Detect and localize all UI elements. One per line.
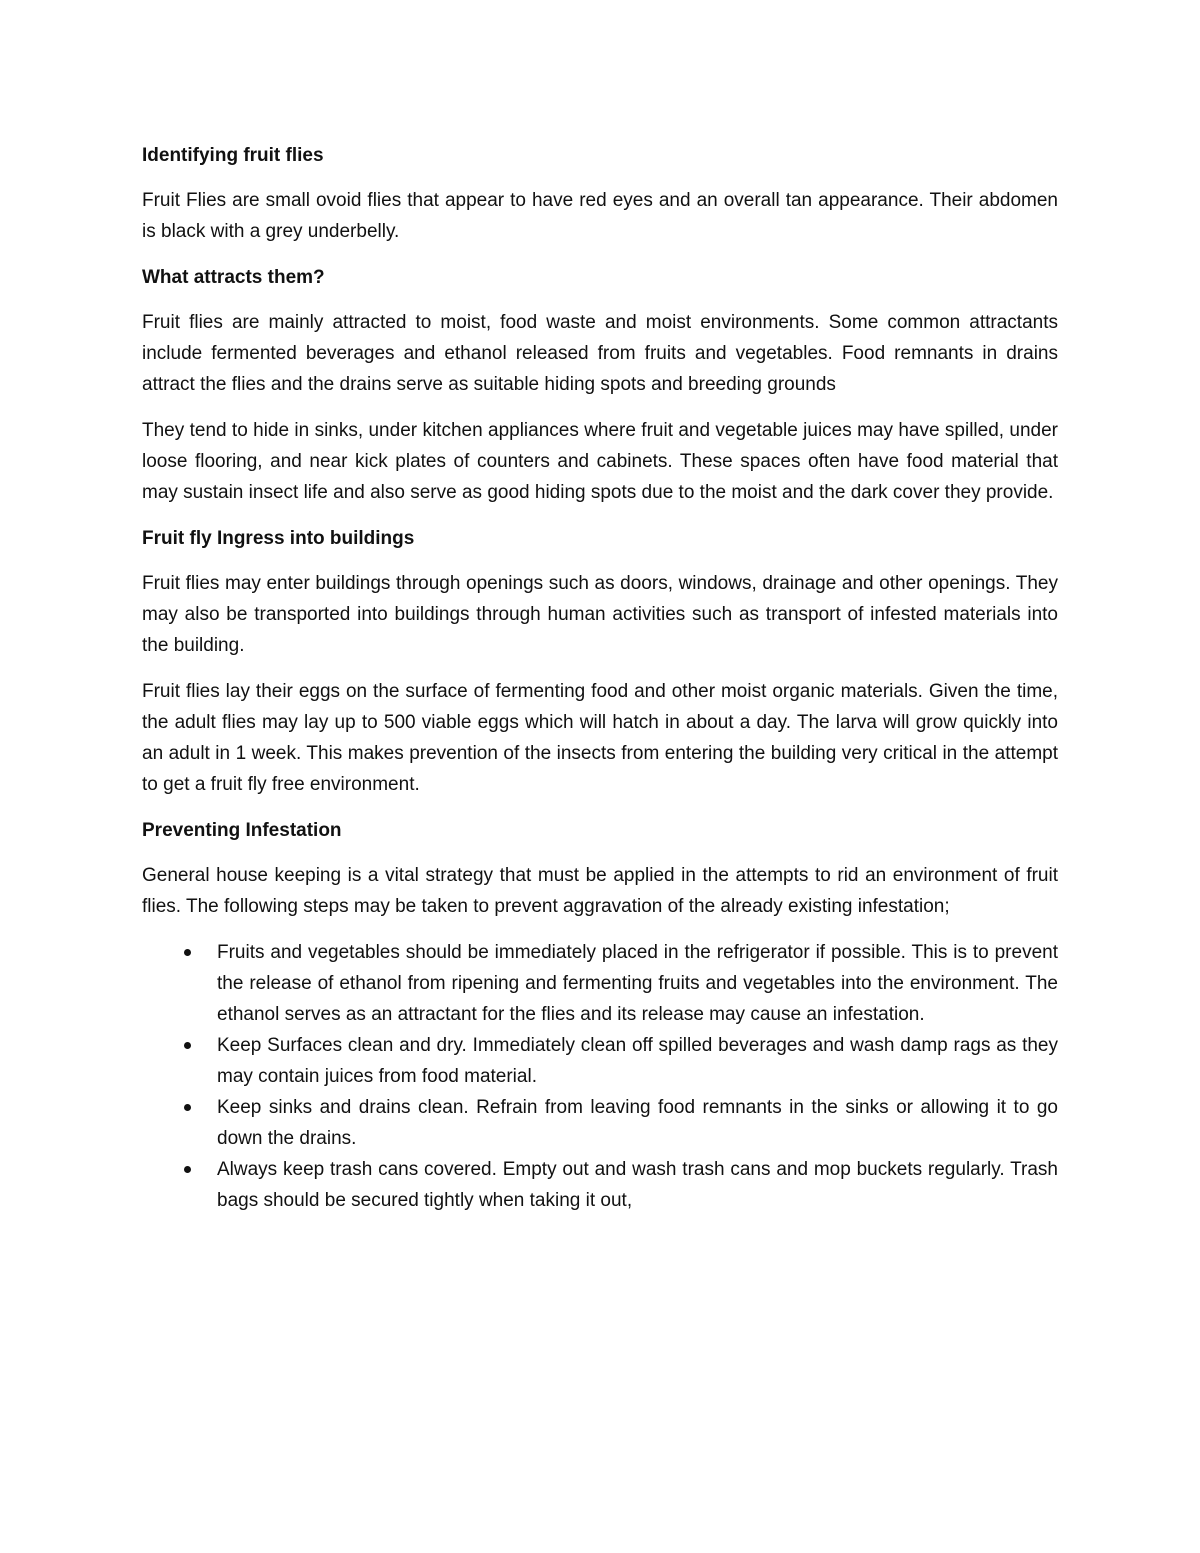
paragraph: They tend to hide in sinks, under kitchen appliances where fruit and vegetable juices may have spilled, under loose flooring, and near kick plates of counters and cabinets. These spaces often have food material that may sustain insect life and also serve as good hiding spots due to the moist and the dark cover they provide. — [142, 420, 1058, 503]
section-attractants — [142, 262, 1058, 508]
paragraph: Fruit Flies are small ovoid flies that appear to have red eyes and an overall tan appearance. Their abdomen is black with a grey underbelly. — [142, 190, 1058, 242]
list-item — [142, 1154, 1058, 1216]
document-page — [142, 140, 1058, 1216]
section-ingress — [142, 523, 1058, 800]
section-heading: Fruit fly Ingress into buildings — [142, 528, 415, 549]
list-item — [142, 1092, 1058, 1154]
list-item — [142, 937, 1058, 1030]
paragraph: Fruit flies are mainly attracted to moist, food waste and moist environments. Some common attractants include fermented beverages and ethanol released from fruits and vegetables. Food remnants in drains attract the flies and the drains serve as suitable hiding spots and breeding grounds — [142, 312, 1058, 395]
section-heading: Preventing Infestation — [142, 820, 342, 841]
section-heading: What attracts them? — [142, 267, 325, 288]
list-item-text: Keep Surfaces clean and dry. Immediately clean off spilled beverages and wash damp rags as they may contain juices from food material. — [217, 1035, 1058, 1087]
paragraph: Fruit flies lay their eggs on the surface of fermenting food and other moist organic materials. Given the time, the adult flies may lay up to 500 viable eggs which will hatch in about a day. The larva will grow quickly into an adult in 1 week. This makes prevention of the insects from entering the building very critical in the attempt to get a fruit fly free environment. — [142, 681, 1058, 795]
bullet-icon — [184, 1104, 191, 1111]
bullet-icon — [184, 949, 191, 956]
list-item-text: Fruits and vegetables should be immediately placed in the refrigerator if possible. This is to prevent the release of ethanol from ripening and fermenting fruits and vegetables into the environment. The ethanol serves as an attractant for the flies and its release may cause an infestation. — [217, 942, 1058, 1025]
section-identifying — [142, 140, 1058, 247]
paragraph: General house keeping is a vital strategy that must be applied in the attempts to rid an environment of fruit flies. The following steps may be taken to prevent aggravation of the already existing infestation; — [142, 865, 1058, 917]
section-heading: Identifying fruit flies — [142, 145, 324, 166]
bullet-icon — [184, 1166, 191, 1173]
section-prevention — [142, 815, 1058, 1216]
prevention-bullet-list — [142, 937, 1058, 1216]
paragraph: Fruit flies may enter buildings through openings such as doors, windows, drainage and other openings. They may also be transported into buildings through human activities such as transport of infested materials into the building. — [142, 573, 1058, 656]
list-item-text: Always keep trash cans covered. Empty out and wash trash cans and mop buckets regularly. Trash bags should be secured tightly when taking it out, — [217, 1159, 1058, 1211]
list-item-text: Keep sinks and drains clean. Refrain from leaving food remnants in the sinks or allowing it to go down the drains. — [217, 1097, 1058, 1149]
list-item — [142, 1030, 1058, 1092]
bullet-icon — [184, 1042, 191, 1049]
